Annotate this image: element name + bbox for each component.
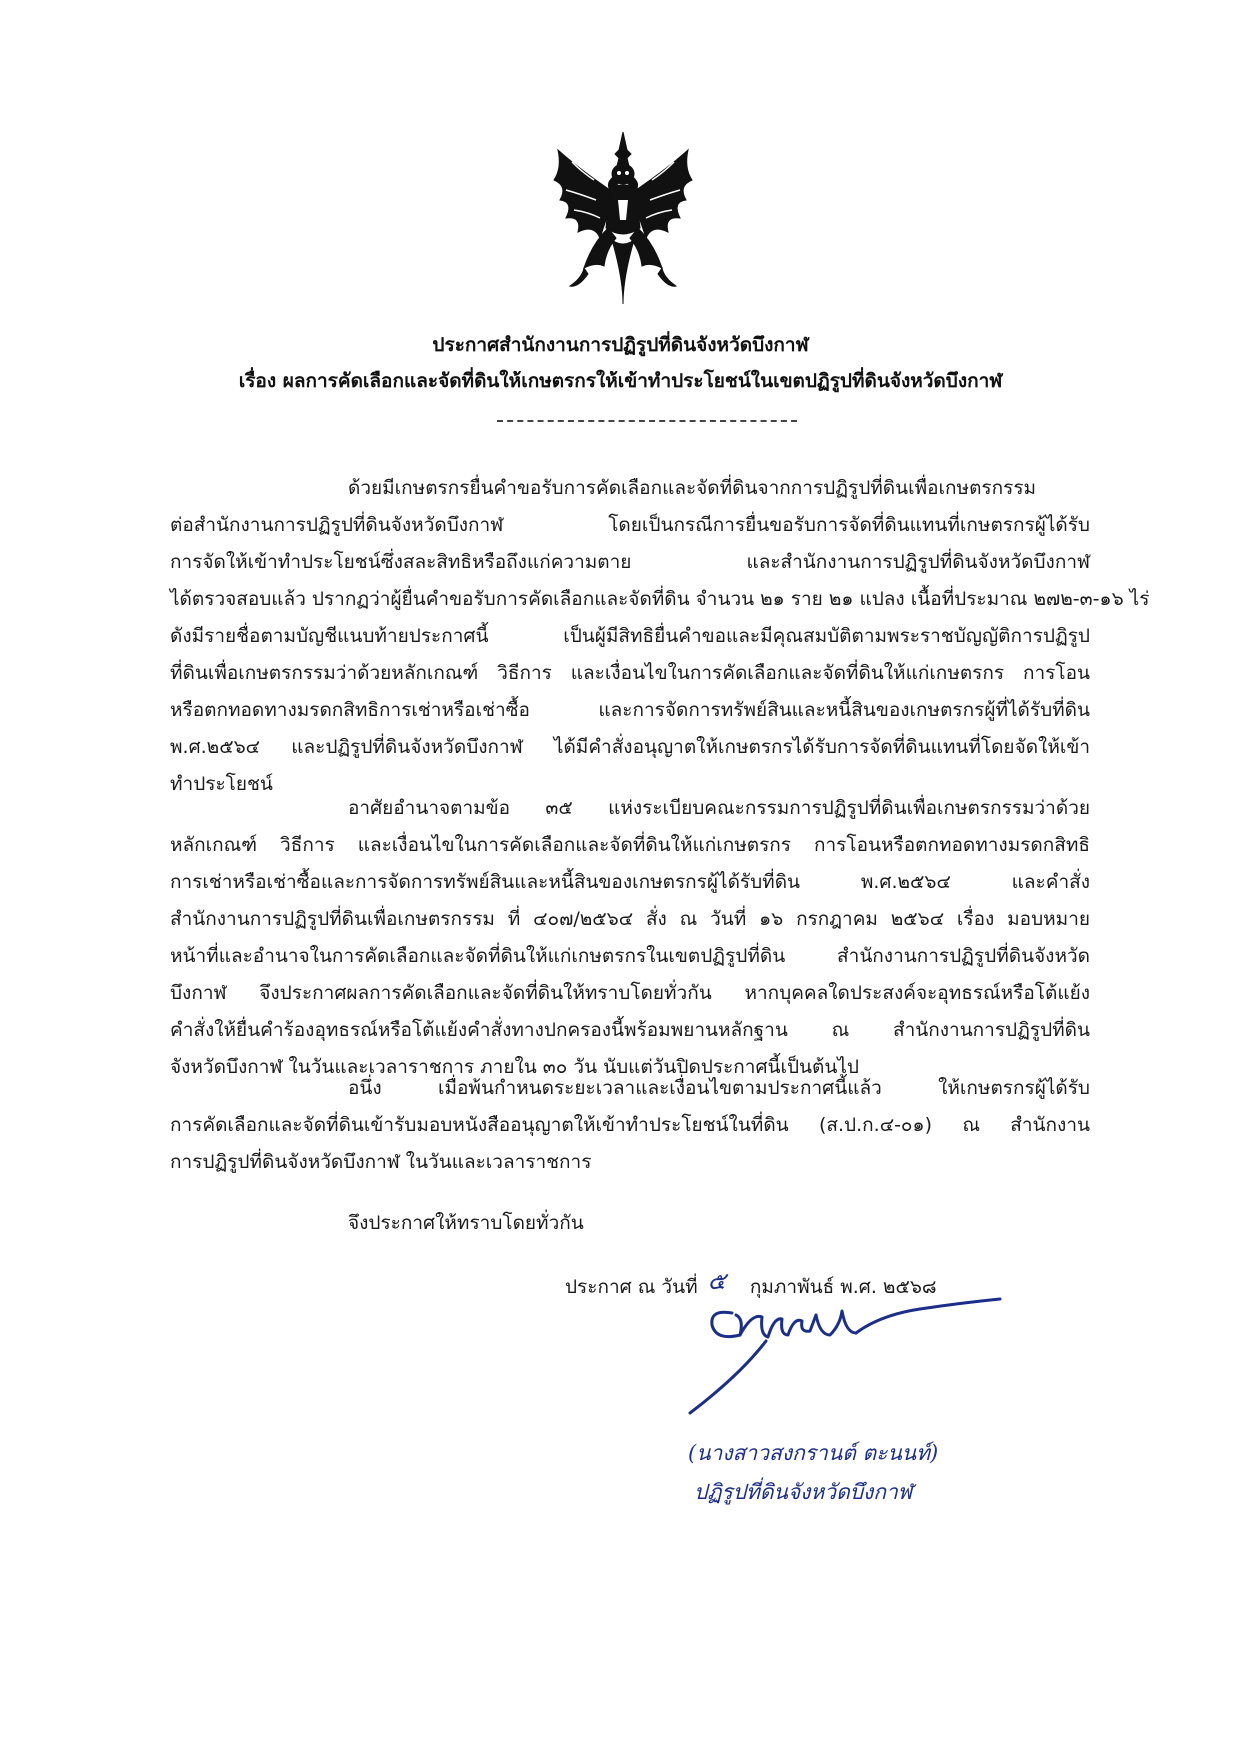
announcement-title: ประกาศสำนักงานการปฏิรูปที่ดินจังหวัดบึงกาฬ (432, 334, 809, 356)
signer-name: (นางสาวสงกรานต์ ตะนนท์) (688, 1441, 939, 1465)
text-line: บึงกาฬ จึงประกาศผลการคัดเลือกและจัดที่ดินให้ทราบโดยทั่วกัน หากบุคคลใดประสงค์จะอุทธรณ์หรือโต้แย้ง (170, 982, 1090, 1004)
text-line: การเช่าหรือเช่าซื้อและการจัดการทรัพย์สินและหนี้สินของเกษตรกรผู้ได้รับที่ดิน พ.ศ.๒๕๖๔ และคำสั่ง (170, 871, 1090, 893)
text-line: การปฏิรูปที่ดินจังหวัดบึงกาฬ ในวันและเวลาราชการ (170, 1151, 592, 1173)
handwritten-signature (670, 1295, 1030, 1425)
text-line: พ.ศ.๒๕๖๔ และปฏิรูปที่ดินจังหวัดบึงกาฬ ได้มีคำสั่งอนุญาตให้เกษตรกรได้รับการจัดที่ดินแทนที่โดยจัดให้เข้า (170, 736, 1090, 758)
text-line: ด้วยมีเกษตรกรยื่นคำขอรับการคัดเลือกและจัดที่ดินจากการปฏิรูปที่ดินเพื่อเกษตรกรรม (348, 477, 1037, 499)
text-line: หรือตกทอดทางมรดกสิทธิการเช่าหรือเช่าซื้อ และการจัดการทรัพย์สินและหนี้สินของเกษตรกรผู้ที่ได้รับที่ดิน (170, 699, 1090, 721)
text-line: คำสั่งให้ยื่นคำร้องอุทธรณ์หรือโต้แย้งคำสั่งทางปกครองนี้พร้อมพยานหลักฐาน ณ สำนักงานการปฏิรูปที่ดิน (170, 1019, 1090, 1041)
text-line: จังหวัดบึงกาฬ ในวันและเวลาราชการ ภายใน ๓๐ วัน นับแต่วันปิดประกาศนี้เป็นต้นไป (170, 1056, 859, 1078)
paragraph-3 (170, 1070, 1090, 1181)
text-line: การจัดให้เข้าทำประโยชน์ซึ่งสละสิทธิหรือถึงแก่ความตาย และสำนักงานการปฏิรูปที่ดินจังหวัดบึงกาฬ (170, 551, 1090, 573)
closing-statement (348, 1205, 1241, 1242)
text-line: ต่อสำนักงานการปฏิรูปที่ดินจังหวัดบึงกาฬ โดยเป็นกรณีการยื่นขอรับการจัดที่ดินแทนที่เกษตรกรผู้ได้รับ (170, 514, 1090, 536)
text-line: สำนักงานการปฏิรูปที่ดินเพื่อเกษตรกรรม ที่ ๔๐๗/๒๕๖๔ สั่ง ณ วันที่ ๑๖ กรกฎาคม ๒๕๖๔ เรื่อง มอบหมาย (170, 908, 1090, 930)
date-prefix: ประกาศ ณ วันที่ (565, 1276, 698, 1298)
garuda-emblem-icon (548, 128, 698, 308)
text-line: การคัดเลือกและจัดที่ดินเข้ารับมอบหนังสืออนุญาตให้เข้าทำประโยชน์ในที่ดิน (ส.ป.ก.๔-๐๑) ณ สำนักงาน (170, 1114, 1090, 1136)
text-line: ทำประโยชน์ (170, 773, 273, 795)
text-line: อนึ่ง เมื่อพ้นกำหนดระยะเวลาและเงื่อนไขตามประกาศนี้แล้ว ให้เกษตรกรผู้ได้รับ (348, 1077, 1090, 1099)
text-line: จึงประกาศให้ทราบโดยทั่วกัน (348, 1212, 584, 1234)
date-day: ๕ (707, 1267, 726, 1295)
announcement-subject: เรื่อง ผลการคัดเลือกและจัดที่ดินให้เกษตรกรให้เข้าทำประโยชน์ในเขตปฏิรูปที่ดินจังหวัดบึงกาฬ (238, 370, 1003, 392)
date-month-year: กุมภาพันธ์ พ.ศ. ๒๕๖๘ (749, 1276, 937, 1298)
paragraph-1 (170, 470, 1150, 803)
text-line: ได้ตรวจสอบแล้ว ปรากฏว่าผู้ยื่นคำขอรับการคัดเลือกและจัดที่ดิน จำนวน ๒๑ ราย ๒๑ แปลง เนื้อที่ประมาณ ๒๗๒-๓-๑๖ ไร่ (170, 588, 1150, 610)
paragraph-2 (170, 790, 1090, 1086)
text-line: อาศัยอำนาจตามข้อ ๓๕ แห่งระเบียบคณะกรรมการปฏิรูปที่ดินเพื่อเกษตรกรรมว่าด้วย (348, 797, 1090, 819)
text-line: ที่ดินเพื่อเกษตรกรรมว่าด้วยหลักเกณฑ์ วิธีการ และเงื่อนไขในการคัดเลือกและจัดที่ดินให้แก่เกษตรกร การโอน (170, 662, 1090, 684)
signer-title: ปฏิรูปที่ดินจังหวัดบึงกาฬ (694, 1480, 913, 1504)
text-line: หลักเกณฑ์ วิธีการ และเงื่อนไขในการคัดเลือกและจัดที่ดินให้แก่เกษตรกร การโอนหรือตกทอดทางมรดกสิทธิ (170, 834, 1090, 856)
text-line: หน้าที่และอำนาจในการคัดเลือกและจัดที่ดินให้แก่เกษตรกรในเขตปฏิรูปที่ดิน สำนักงานการปฏิรูปที่ดินจังหวัด (170, 945, 1090, 967)
separator-line (497, 420, 797, 422)
text-line: ดังมีรายชื่อตามบัญชีแนบท้ายประกาศนี้ เป็นผู้มีสิทธิยื่นคำขอและมีคุณสมบัติตามพระราชบัญญัติการปฏิรูป (170, 625, 1090, 647)
